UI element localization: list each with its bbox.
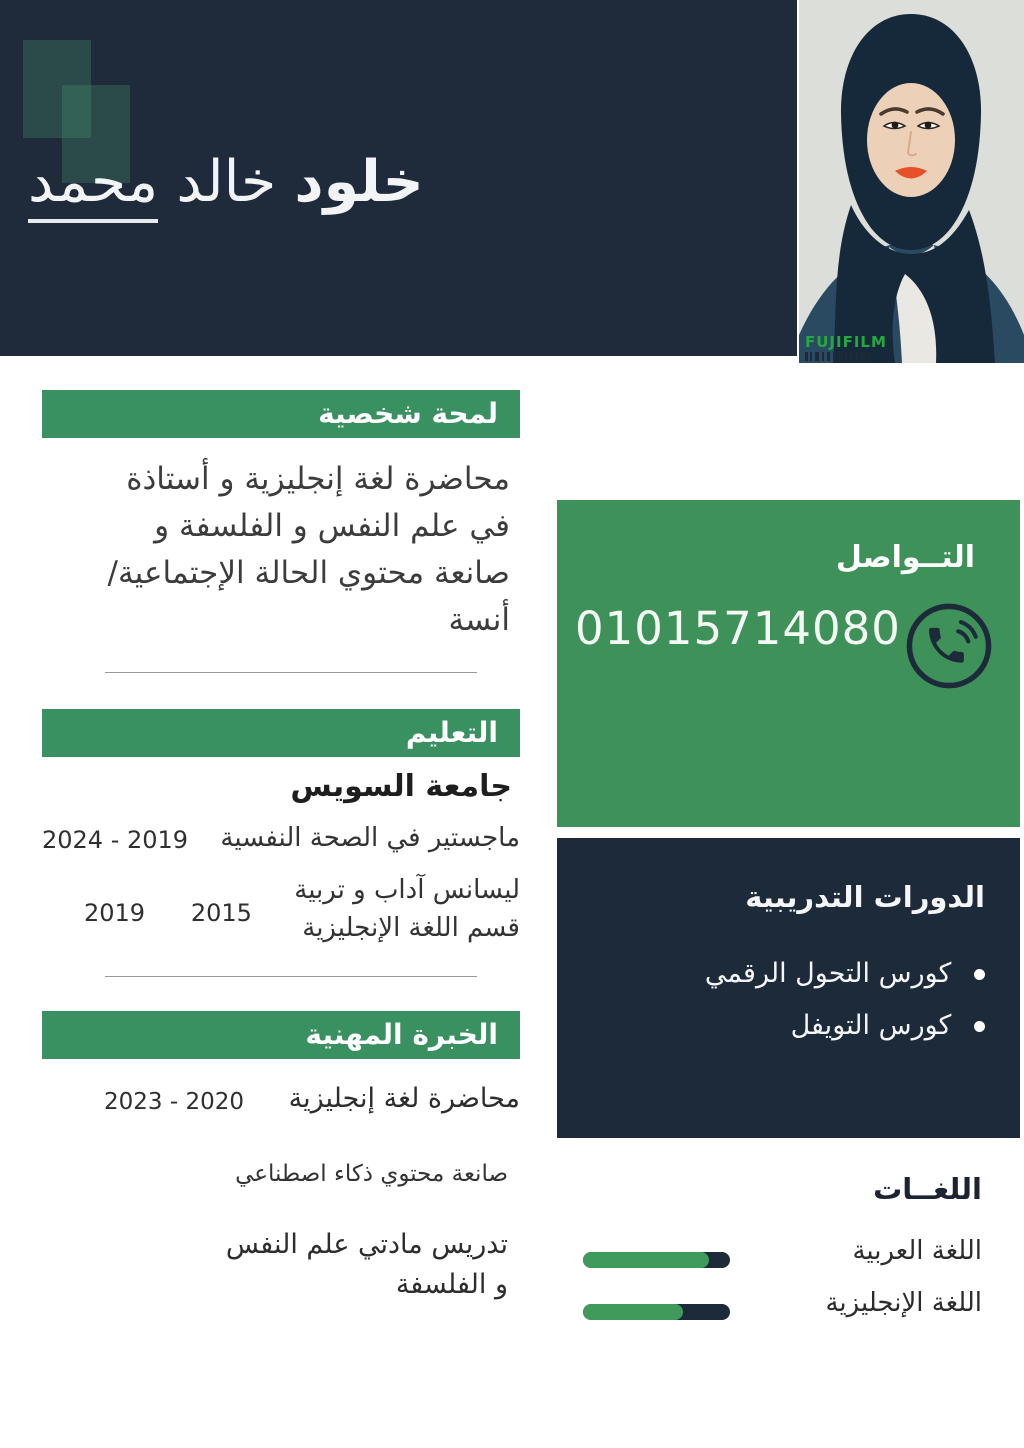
contact-phone-number: 01015714080 [575,602,901,655]
name-last: محمد [28,149,158,223]
language-bar-fill [583,1304,683,1320]
courses-title: الدورات التدريبية [745,880,985,914]
education-item [42,872,520,947]
experience-item: تدريس مادتي علم النفس و الفلسفة [225,1228,508,1300]
courses-card [557,838,1020,1138]
education-university: جامعة السويس [290,769,512,805]
portrait-illustration [799,0,1024,363]
contact-card [557,500,1020,827]
language-row [557,1236,1020,1282]
language-label: اللغة الإنجليزية [825,1288,982,1318]
section-title-profile: لمحة شخصية [42,390,520,438]
education-degree: ليسانس آداب و تربية قسم اللغة الإنجليزية [294,875,520,943]
course-item [705,1008,985,1044]
language-bar [583,1304,730,1320]
course-item [705,956,985,992]
phone-icon [903,600,995,692]
languages-section [557,1172,1020,1334]
languages-title: اللغــات [873,1172,982,1206]
divider [105,672,477,673]
bullet-icon [974,1021,985,1032]
profile-text: محاضرة لغة إنجليزية و أستاذة في علم النفس و الفلسفة و صانعة محتوي الحالة الإجتماعية/ أنسة [107,461,510,639]
education-dates: 2019 - 2024 [42,826,189,855]
profile-photo [799,0,1024,363]
education-item [42,820,520,858]
education-dates: 2015 2019 [84,898,252,927]
section-title-education: التعليم [42,709,520,757]
left-column [42,390,520,1306]
language-bar-fill [583,1252,709,1268]
language-bar [583,1252,730,1268]
education-degree: ماجستير في الصحة النفسية [220,823,520,854]
photo-watermark: FUJIFILM [805,333,887,351]
course-label: كورس التحول الرقمي [704,958,952,989]
header-band [0,0,797,356]
name-middle: خالد [176,149,277,215]
course-list [705,940,985,1045]
experience-role: محاضرة لغة إنجليزية [288,1082,520,1114]
experience-item: صانعة محتوي ذكاء اصطناعي [235,1160,508,1187]
language-row [557,1288,1020,1334]
person-name [28,150,424,216]
course-label: كورس التويفل [790,1010,952,1042]
experience-dates: 2020 - 2023 [104,1088,245,1115]
name-first: خلود [294,149,424,215]
section-title-experience: الخبرة المهنية [42,1011,520,1059]
language-label: اللغة العربية [852,1236,982,1266]
experience-item [42,1083,520,1115]
bullet-icon [974,969,985,980]
contact-title: التــواصل [835,540,975,575]
divider [105,976,477,977]
